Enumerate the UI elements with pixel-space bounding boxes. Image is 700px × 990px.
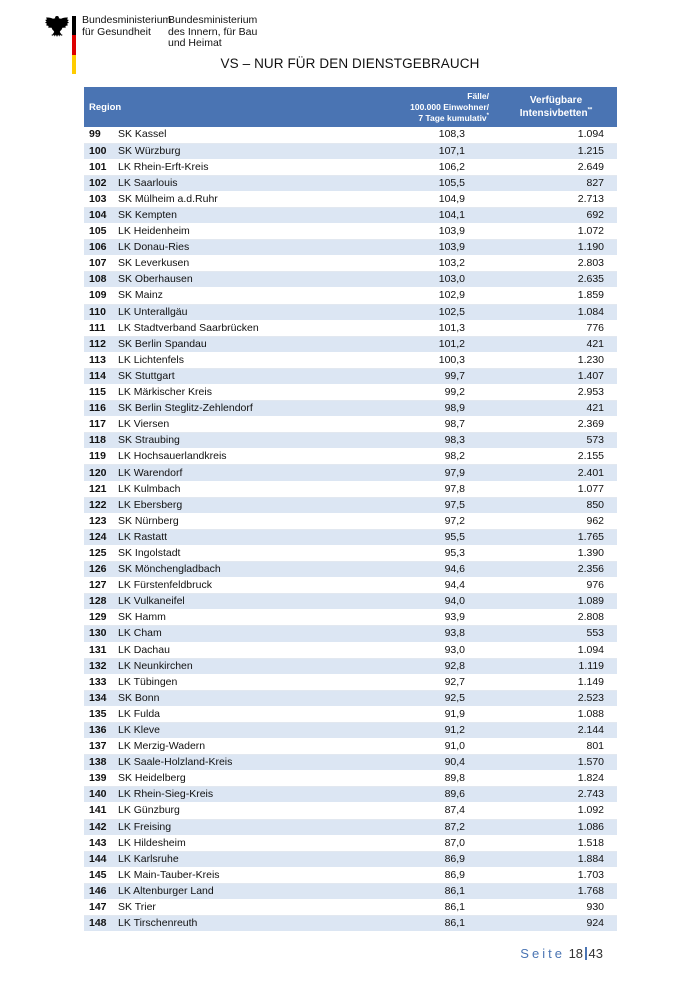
row-region: SK Hamm xyxy=(118,610,338,626)
table-row xyxy=(84,352,617,368)
row-icu-beds: 2.144 xyxy=(495,722,617,738)
table-row xyxy=(84,401,617,417)
table-row xyxy=(84,497,617,513)
row-icu-beds: 1.518 xyxy=(495,835,617,851)
row-region: LK Warendorf xyxy=(118,465,338,481)
row-region: LK Cham xyxy=(118,626,338,642)
table-row xyxy=(84,658,617,674)
row-rank: 102 xyxy=(84,175,118,191)
row-rank: 141 xyxy=(84,803,118,819)
row-incidence: 91,0 xyxy=(338,739,495,755)
row-incidence: 106,2 xyxy=(338,159,495,175)
row-rank: 113 xyxy=(84,352,118,368)
row-region: LK Viersen xyxy=(118,417,338,433)
row-icu-beds: 421 xyxy=(495,336,617,352)
row-rank: 106 xyxy=(84,240,118,256)
row-icu-beds: 1.149 xyxy=(495,674,617,690)
row-incidence: 103,9 xyxy=(338,240,495,256)
row-incidence: 100,3 xyxy=(338,352,495,368)
page-label: Seite xyxy=(520,946,565,961)
row-region: SK Leverkusen xyxy=(118,256,338,272)
row-icu-beds: 962 xyxy=(495,513,617,529)
row-icu-beds: 1.086 xyxy=(495,819,617,835)
row-icu-beds: 1.092 xyxy=(495,803,617,819)
row-incidence: 87,4 xyxy=(338,803,495,819)
row-rank: 129 xyxy=(84,610,118,626)
row-rank: 134 xyxy=(84,690,118,706)
row-icu-beds: 1.570 xyxy=(495,755,617,771)
page-number-total: 43 xyxy=(588,946,603,961)
row-rank: 108 xyxy=(84,272,118,288)
row-incidence: 86,9 xyxy=(338,851,495,867)
row-icu-beds: 2.649 xyxy=(495,159,617,175)
table-row xyxy=(84,803,617,819)
classification-title: VS – NUR FÜR DEN DIENSTGEBRAUCH xyxy=(220,56,480,71)
row-icu-beds: 2.808 xyxy=(495,610,617,626)
row-region: LK Unterallgäu xyxy=(118,304,338,320)
row-region: LK Karlsruhe xyxy=(118,851,338,867)
row-rank: 135 xyxy=(84,706,118,722)
table-row xyxy=(84,449,617,465)
row-rank: 131 xyxy=(84,642,118,658)
row-icu-beds: 827 xyxy=(495,175,617,191)
row-incidence: 89,8 xyxy=(338,771,495,787)
row-region: SK Oberhausen xyxy=(118,272,338,288)
row-rank: 147 xyxy=(84,900,118,916)
table-row xyxy=(84,835,617,851)
row-region: LK Saarlouis xyxy=(118,175,338,191)
row-region: SK Ingolstadt xyxy=(118,545,338,561)
row-region: LK Main-Tauber-Kreis xyxy=(118,867,338,883)
table-row xyxy=(84,240,617,256)
row-incidence: 99,2 xyxy=(338,385,495,401)
row-incidence: 97,2 xyxy=(338,513,495,529)
row-region: SK Kempten xyxy=(118,207,338,223)
row-icu-beds: 1.390 xyxy=(495,545,617,561)
row-rank: 120 xyxy=(84,465,118,481)
row-icu-beds: 1.765 xyxy=(495,529,617,545)
row-incidence: 98,2 xyxy=(338,449,495,465)
row-rank: 105 xyxy=(84,224,118,240)
table-row xyxy=(84,900,617,916)
row-incidence: 98,7 xyxy=(338,417,495,433)
table-row xyxy=(84,642,617,658)
row-icu-beds: 801 xyxy=(495,739,617,755)
row-rank: 114 xyxy=(84,368,118,384)
row-region: LK Kleve xyxy=(118,722,338,738)
row-incidence: 95,5 xyxy=(338,529,495,545)
row-rank: 111 xyxy=(84,320,118,336)
row-region: SK Würzburg xyxy=(118,143,338,159)
table-row xyxy=(84,159,617,175)
row-incidence: 93,8 xyxy=(338,626,495,642)
row-region: LK Freising xyxy=(118,819,338,835)
column-header-icu-beds: Verfügbare Intensivbetten** xyxy=(495,87,617,127)
row-region: LK Donau-Ries xyxy=(118,240,338,256)
row-incidence: 97,8 xyxy=(338,481,495,497)
page-separator xyxy=(585,947,587,960)
row-incidence: 102,5 xyxy=(338,304,495,320)
table-row xyxy=(84,787,617,803)
ministry-interior-name: Bundesministerium des Innern, für Bau und Heimat xyxy=(168,14,258,49)
page-number-current: 18 xyxy=(568,946,584,961)
row-rank: 121 xyxy=(84,481,118,497)
row-rank: 145 xyxy=(84,867,118,883)
table-row xyxy=(84,883,617,899)
row-incidence: 108,3 xyxy=(338,127,495,143)
table-row xyxy=(84,867,617,883)
row-region: SK Nürnberg xyxy=(118,513,338,529)
table-row xyxy=(84,610,617,626)
row-incidence: 101,2 xyxy=(338,336,495,352)
table-row xyxy=(84,143,617,159)
row-incidence: 95,3 xyxy=(338,545,495,561)
row-rank: 104 xyxy=(84,207,118,223)
row-incidence: 91,9 xyxy=(338,706,495,722)
row-region: LK Günzburg xyxy=(118,803,338,819)
row-incidence: 104,9 xyxy=(338,191,495,207)
table-row xyxy=(84,706,617,722)
row-region: LK Hildesheim xyxy=(118,835,338,851)
row-region: LK Rhein-Erft-Kreis xyxy=(118,159,338,175)
row-region: LK Tübingen xyxy=(118,674,338,690)
row-icu-beds: 2.803 xyxy=(495,256,617,272)
row-region: SK Mülheim a.d.Ruhr xyxy=(118,191,338,207)
row-rank: 130 xyxy=(84,626,118,642)
table-row xyxy=(84,417,617,433)
row-icu-beds: 1.190 xyxy=(495,240,617,256)
row-region: SK Straubing xyxy=(118,433,338,449)
row-rank: 116 xyxy=(84,401,118,417)
row-rank: 115 xyxy=(84,385,118,401)
row-icu-beds: 1.768 xyxy=(495,883,617,899)
row-incidence: 103,2 xyxy=(338,256,495,272)
row-rank: 143 xyxy=(84,835,118,851)
table-row xyxy=(84,690,617,706)
row-rank: 144 xyxy=(84,851,118,867)
row-incidence: 91,2 xyxy=(338,722,495,738)
row-incidence: 87,0 xyxy=(338,835,495,851)
row-rank: 132 xyxy=(84,658,118,674)
row-region: LK Tirschenreuth xyxy=(118,916,338,932)
row-incidence: 97,9 xyxy=(338,465,495,481)
table-row xyxy=(84,481,617,497)
row-icu-beds: 1.084 xyxy=(495,304,617,320)
row-incidence: 98,3 xyxy=(338,433,495,449)
table-row xyxy=(84,224,617,240)
row-incidence: 102,9 xyxy=(338,288,495,304)
row-incidence: 97,5 xyxy=(338,497,495,513)
row-incidence: 92,7 xyxy=(338,674,495,690)
row-icu-beds: 421 xyxy=(495,401,617,417)
row-incidence: 103,9 xyxy=(338,224,495,240)
row-region: LK Neunkirchen xyxy=(118,658,338,674)
row-rank: 136 xyxy=(84,722,118,738)
row-icu-beds: 924 xyxy=(495,916,617,932)
row-rank: 127 xyxy=(84,578,118,594)
row-icu-beds: 2.369 xyxy=(495,417,617,433)
row-incidence: 93,0 xyxy=(338,642,495,658)
row-rank: 148 xyxy=(84,916,118,932)
row-rank: 126 xyxy=(84,562,118,578)
row-rank: 140 xyxy=(84,787,118,803)
row-rank: 124 xyxy=(84,529,118,545)
table-row xyxy=(84,819,617,835)
row-icu-beds: 573 xyxy=(495,433,617,449)
row-icu-beds: 553 xyxy=(495,626,617,642)
row-rank: 122 xyxy=(84,497,118,513)
column-header-region: Region xyxy=(84,87,338,127)
table-row xyxy=(84,545,617,561)
table-row xyxy=(84,771,617,787)
row-region: LK Fürstenfeldbruck xyxy=(118,578,338,594)
row-icu-beds: 1.089 xyxy=(495,594,617,610)
row-icu-beds: 1.859 xyxy=(495,288,617,304)
row-incidence: 86,1 xyxy=(338,916,495,932)
row-icu-beds: 692 xyxy=(495,207,617,223)
row-region: LK Märkischer Kreis xyxy=(118,385,338,401)
page-footer xyxy=(520,946,603,961)
table-row xyxy=(84,127,617,143)
row-region: LK Kulmbach xyxy=(118,481,338,497)
table-row xyxy=(84,191,617,207)
table-row xyxy=(84,175,617,191)
row-rank: 112 xyxy=(84,336,118,352)
row-rank: 128 xyxy=(84,594,118,610)
row-icu-beds: 976 xyxy=(495,578,617,594)
row-rank: 133 xyxy=(84,674,118,690)
row-rank: 125 xyxy=(84,545,118,561)
table-row xyxy=(84,320,617,336)
row-incidence: 98,9 xyxy=(338,401,495,417)
row-icu-beds: 1.077 xyxy=(495,481,617,497)
row-rank: 117 xyxy=(84,417,118,433)
row-rank: 118 xyxy=(84,433,118,449)
row-rank: 137 xyxy=(84,739,118,755)
table-row xyxy=(84,916,617,932)
row-incidence: 86,9 xyxy=(338,867,495,883)
table-row xyxy=(84,594,617,610)
row-incidence: 93,9 xyxy=(338,610,495,626)
row-incidence: 92,8 xyxy=(338,658,495,674)
row-rank: 142 xyxy=(84,819,118,835)
table-row xyxy=(84,562,617,578)
row-icu-beds: 2.401 xyxy=(495,465,617,481)
row-incidence: 92,5 xyxy=(338,690,495,706)
row-region: SK Berlin Steglitz-Zehlendorf xyxy=(118,401,338,417)
row-incidence: 94,0 xyxy=(338,594,495,610)
table-row xyxy=(84,851,617,867)
table-row xyxy=(84,368,617,384)
row-rank: 103 xyxy=(84,191,118,207)
ministry-health-name: Bundesministerium für Gesundheit xyxy=(82,14,172,38)
row-icu-beds: 850 xyxy=(495,497,617,513)
row-region: LK Heidenheim xyxy=(118,224,338,240)
table-row xyxy=(84,626,617,642)
row-region: LK Stadtverband Saarbrücken xyxy=(118,320,338,336)
table-row xyxy=(84,755,617,771)
row-icu-beds: 1.703 xyxy=(495,867,617,883)
row-incidence: 90,4 xyxy=(338,755,495,771)
row-incidence: 104,1 xyxy=(338,207,495,223)
row-region: LK Rastatt xyxy=(118,529,338,545)
row-region: SK Kassel xyxy=(118,127,338,143)
row-incidence: 94,6 xyxy=(338,562,495,578)
row-rank: 119 xyxy=(84,449,118,465)
table-row xyxy=(84,304,617,320)
row-incidence: 99,7 xyxy=(338,368,495,384)
row-rank: 100 xyxy=(84,143,118,159)
table-row xyxy=(84,722,617,738)
row-incidence: 105,5 xyxy=(338,175,495,191)
row-icu-beds: 1.824 xyxy=(495,771,617,787)
row-region: LK Fulda xyxy=(118,706,338,722)
row-region: LK Dachau xyxy=(118,642,338,658)
row-region: LK Rhein-Sieg-Kreis xyxy=(118,787,338,803)
row-incidence: 87,2 xyxy=(338,819,495,835)
row-incidence: 89,6 xyxy=(338,787,495,803)
row-incidence: 101,3 xyxy=(338,320,495,336)
row-rank: 107 xyxy=(84,256,118,272)
row-rank: 101 xyxy=(84,159,118,175)
row-region: SK Heidelberg xyxy=(118,771,338,787)
table-row xyxy=(84,336,617,352)
incidence-table xyxy=(84,87,617,932)
row-rank: 139 xyxy=(84,771,118,787)
row-rank: 110 xyxy=(84,304,118,320)
row-rank: 99 xyxy=(84,127,118,143)
row-incidence: 86,1 xyxy=(338,883,495,899)
row-icu-beds: 2.953 xyxy=(495,385,617,401)
table-row xyxy=(84,385,617,401)
row-icu-beds: 2.635 xyxy=(495,272,617,288)
table-row xyxy=(84,674,617,690)
row-region: LK Altenburger Land xyxy=(118,883,338,899)
row-region: SK Mönchengladbach xyxy=(118,562,338,578)
row-icu-beds: 1.119 xyxy=(495,658,617,674)
federal-eagle-icon xyxy=(44,14,70,40)
table-row xyxy=(84,513,617,529)
row-icu-beds: 930 xyxy=(495,900,617,916)
row-region: SK Berlin Spandau xyxy=(118,336,338,352)
row-region: SK Stuttgart xyxy=(118,368,338,384)
row-incidence: 107,1 xyxy=(338,143,495,159)
table-row xyxy=(84,739,617,755)
row-icu-beds: 1.230 xyxy=(495,352,617,368)
table-row xyxy=(84,207,617,223)
row-region: SK Bonn xyxy=(118,690,338,706)
row-icu-beds: 1.094 xyxy=(495,127,617,143)
table-header-row xyxy=(84,87,617,127)
table-row xyxy=(84,272,617,288)
table-row xyxy=(84,529,617,545)
row-rank: 138 xyxy=(84,755,118,771)
row-icu-beds: 2.713 xyxy=(495,191,617,207)
row-region: LK Ebersberg xyxy=(118,497,338,513)
row-region: SK Mainz xyxy=(118,288,338,304)
row-icu-beds: 2.743 xyxy=(495,787,617,803)
table-row xyxy=(84,288,617,304)
row-incidence: 103,0 xyxy=(338,272,495,288)
column-header-cases: Fälle/ 100.000 Einwohner/ 7 Tage kumulativ* xyxy=(338,87,495,127)
row-icu-beds: 1.088 xyxy=(495,706,617,722)
row-rank: 123 xyxy=(84,513,118,529)
row-icu-beds: 2.523 xyxy=(495,690,617,706)
row-region: LK Lichtenfels xyxy=(118,352,338,368)
table-row xyxy=(84,433,617,449)
row-icu-beds: 1.884 xyxy=(495,851,617,867)
row-region: LK Hochsauerlandkreis xyxy=(118,449,338,465)
table-row xyxy=(84,465,617,481)
row-region: LK Merzig-Wadern xyxy=(118,739,338,755)
table-row xyxy=(84,256,617,272)
row-rank: 146 xyxy=(84,883,118,899)
row-region: LK Saale-Holzland-Kreis xyxy=(118,755,338,771)
row-icu-beds: 776 xyxy=(495,320,617,336)
row-icu-beds: 1.072 xyxy=(495,224,617,240)
row-icu-beds: 2.356 xyxy=(495,562,617,578)
row-icu-beds: 1.094 xyxy=(495,642,617,658)
row-rank: 109 xyxy=(84,288,118,304)
row-incidence: 86,1 xyxy=(338,900,495,916)
table-row xyxy=(84,578,617,594)
row-region: LK Vulkaneifel xyxy=(118,594,338,610)
row-icu-beds: 2.155 xyxy=(495,449,617,465)
row-icu-beds: 1.407 xyxy=(495,368,617,384)
row-icu-beds: 1.215 xyxy=(495,143,617,159)
row-region: SK Trier xyxy=(118,900,338,916)
row-incidence: 94,4 xyxy=(338,578,495,594)
